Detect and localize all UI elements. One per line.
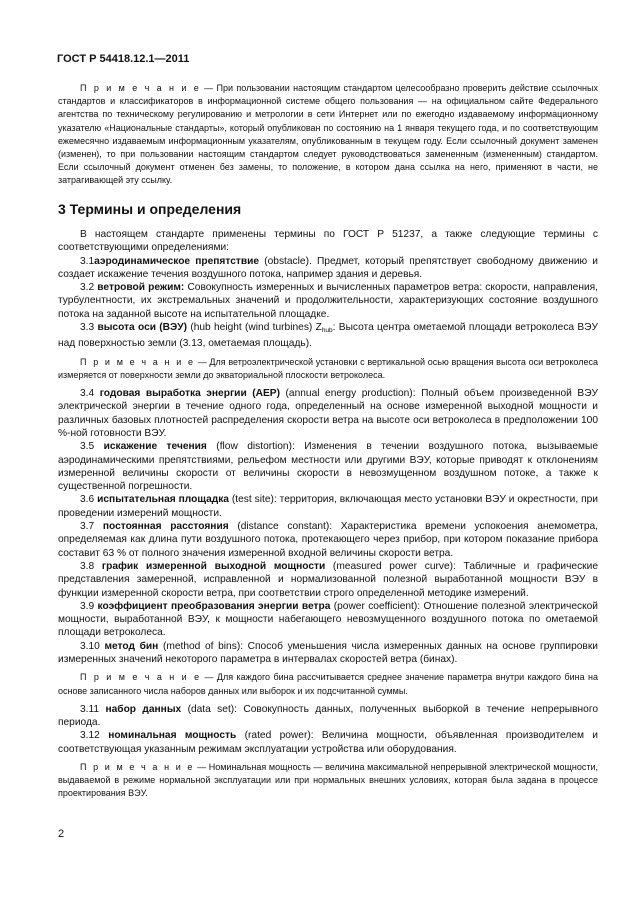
term-3-1: 3.1аэродинамическое препятствие (obstacle). Предмет, который препятствует свободному движению и создает искажение течения воздушного потока, например здания и деревья. [58,255,598,280]
note-bins: П р и м е ч а н и е — Для каждого бина рассчитывается среднее значение параметра внутри каждого бина на основе записанного числа наборов данных или выборок и их подсчитанной суммы. [58,672,598,696]
note-rated-power: П р и м е ч а н и е — Номинальная мощность — величина максимальной непрерывной электрической мощности, выдаваемой в режиме нормальной эксплуатации или при нормальных внешних условиях, которая была задана в процессе проектирования ВЭУ. [58,761,598,799]
term-3-12: 3.12 номинальная мощность (rated power): Величина мощности, объявленная производителем и соответствующая указанным режимам эксплуатации устройства или оборудования. [58,730,598,755]
page-number: 2 [58,828,65,840]
note-label: П р и м е ч а н и е [80,83,201,93]
term-3-9: 3.9 коэффициент преобразования энергии ветра (power coefficient): Отношение полезной электрической мощности, выработанной ВЭУ, к мощности набегающего невозмущенного воздушного потока по ометаемой площади ветроколеса. [58,600,599,639]
section-title: 3 Термины и определения [58,201,242,217]
term-3-10: 3.10 метод бин (method of bins): Способ уменьшения числа измеренных данных на основе группировки измеренных значений некоторого параметра в интервалах скоростей ветра (бинах). [58,640,598,666]
term-3-7: 3.7 постоянная расстояния (distance constant): Характеристика времени успокоения анемометра, определяемая как длина пути воздушного потока, протекающего через прибор, при котором показание прибора составит 63 % от полного значения измеренной входной величины скорости ветра. [58,521,598,559]
note-references [58,82,598,188]
section-heading [58,201,598,217]
term-3-4: 3.4 годовая выработка энергии (AEP) (annual energy production): Полный объем произведенной ВЭУ электрической энергии в течение одного года, определенный на основе измеренной выходной мощности и различных базовых плотностей распределения скорости ветра на высоте оси ветроколеса в предположении 100 %-ной готовности ВЭУ. [58,388,598,439]
terms-body [58,228,598,801]
term-3-8: 3.8 график измеренной выходной мощности (measured power curve): Табличные и графические представления замеренной, исправленной и нормализованной полезной выработанной мощности ВЭУ в функции измеренной скорости ветра, при соответствии строго определенной методике измерений. [58,560,598,599]
intro-paragraph: В настоящем стандарте применены термины по ГОСТ Р 51237, а также следующие термины с соответствующими определениями: [58,229,598,254]
term-3-11: 3.11 набор данных (data set): Совокупность данных, полученных выборкой в течение непрерывного периода. [58,703,598,729]
term-3-2: 3.2 ветровой режим: Совокупность измеренных и вычисленных параметров ветра: скорости, направления, турбулентности, их экстремальных значений и продолжительности, характеризующих состояние воздушного потока на заданной высоте на испытательной площадке. [58,282,598,320]
standard-header: ГОСТ Р 54418.12.1—2011 [57,53,190,65]
term-3-5: 3.5 искажение течения (flow distortion): Изменения в течении воздушного потока, вызываемые аэродинамическими препятствиями, рельефом местности или другими ВЭУ, которые приводят к отклонениям измеренной величины скорости от величины скорости в невозмущенном воздушном потоке, а также к существенной погрешности. [58,441,599,493]
term-3-6: 3.6 испытательная площадка (test site): территория, включающая место установки ВЭУ и окрестности, при проведении измерений мощности. [58,494,598,519]
note-hub-height: П р и м е ч а н и е — Для ветроэлектрической установки с вертикальной осью вращения высота оси ветроколеса измеряется от поверхности земли до экваториальной плоскости ветроколеса. [58,356,598,380]
note-text: — При пользовании настоящим стандартом целесообразно проверить действие ссылочных стандартов и классификаторов в информационной системе общего пользования — на официальном сайте Федерального агентства по техническому регулированию и метрологии в сети Интернет или по ежегодно издаваемому информационному указателю «Национальные стандарты», который опубликован по состоянию на 1 января текущего года, и по соответствующим ежемесячно издаваемым информационным указателям, опубликованным в текущем году. Если ссылочный документ заменен (изменен), то при пользовании настоящим стандартом следует руководствоваться замененным (измененным) стандартом. Если ссылочный документ отменен без замены, то положение, в котором дана ссылка на него, применяют в части, не затрагивающей эту ссылку. [58,83,598,186]
term-3-3: 3.3 высота оси (ВЭУ) (hub height (wind turbines) $Z_{hub}$: Высота центра ометаемой площади ветроколеса ВЭУ над поверхностью земли (3.13, ометаемая площадь). [58,322,598,350]
